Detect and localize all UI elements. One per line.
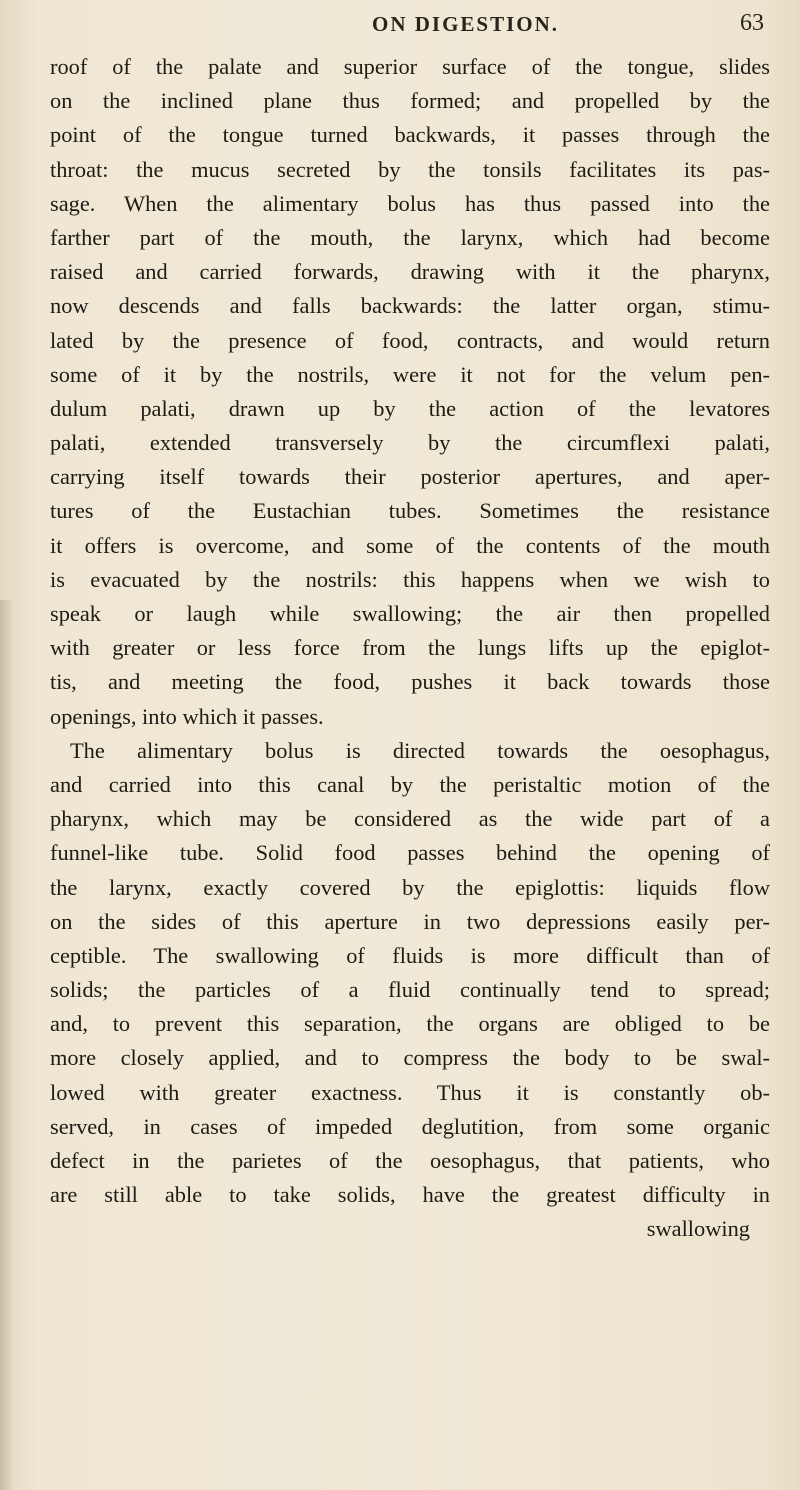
text-line: lowed with greater exactness. Thus it is constantly ob- (50, 1079, 770, 1105)
running-head (0, 8, 800, 42)
text-line: speak or laugh while swallowing; the air then propelled (50, 601, 770, 626)
text-line: some of it by the nostrils, were it not for the velum pen- (50, 361, 770, 387)
text-line: roof of the palate and superior surface of the tongue, slides (50, 54, 770, 79)
text-line: ceptible. The swallowing of fluids is more difficult than of (50, 942, 770, 968)
page-number: 63 (740, 10, 764, 36)
text-line: it offers is overcome, and some of the contents of the mouth (50, 532, 770, 558)
paragraph-start-line: The alimentary bolus is directed towards the oesophagus, (70, 737, 770, 763)
text-line: solids; the particles of a fluid continually tend to spread; (50, 977, 770, 1003)
text-line: tis, and meeting the food, pushes it back towards those (50, 669, 770, 695)
text-line: lated by the presence of food, contracts, and would return (50, 327, 770, 353)
text-line: point of the tongue turned backwards, it passes through the (50, 122, 770, 148)
body-text (50, 50, 770, 1247)
text-line: and carried into this canal by the peristaltic motion of the (50, 771, 770, 797)
text-line: are still able to take solids, have the greatest difficulty in (50, 1182, 770, 1208)
text-line: sage. When the alimentary bolus has thus passed into the (50, 190, 770, 216)
text-line: served, in cases of impeded deglutition, from some organic (50, 1113, 770, 1139)
text-line: dulum palati, drawn up by the action of the levatores (50, 395, 770, 421)
text-line: throat: the mucus secreted by the tonsils facilitates its pas- (50, 156, 770, 182)
text-line: defect in the parietes of the oesophagus, that patients, who (50, 1148, 770, 1173)
text-line: raised and carried forwards, drawing with it the pharynx, (50, 259, 770, 285)
text-line: tures of the Eustachian tubes. Sometimes the resistance (50, 498, 770, 524)
paragraph-end-line: openings, into which it passes. (50, 703, 324, 729)
text-line: farther part of the mouth, the larynx, which had become (50, 224, 770, 250)
text-line: and, to prevent this separation, the organs are obliged to be (50, 1011, 770, 1037)
text-line: is evacuated by the nostrils: this happens when we wish to (50, 566, 770, 592)
text-line: carrying itself towards their posterior apertures, and aper- (50, 464, 770, 490)
text-line: on the inclined plane thus formed; and propelled by the (50, 88, 770, 114)
text-line: the larynx, exactly covered by the epiglottis: liquids flow (50, 874, 770, 900)
text-line: on the sides of this aperture in two depressions easily per- (50, 908, 770, 934)
running-head-title: ON DIGESTION. (372, 12, 560, 36)
catchword: swallowing (646, 1216, 750, 1242)
page-gutter-shadow (0, 600, 14, 1490)
text-line: with greater or less force from the lungs lifts up the epiglot- (50, 635, 770, 661)
text-line: more closely applied, and to compress the body to be swal- (50, 1045, 770, 1071)
text-line: now descends and falls backwards: the latter organ, stimu- (50, 293, 770, 319)
text-line: funnel-like tube. Solid food passes behind the opening of (50, 840, 770, 866)
text-line: pharynx, which may be considered as the wide part of a (50, 806, 770, 832)
text-line: palati, extended transversely by the circumflexi palati, (50, 430, 770, 456)
